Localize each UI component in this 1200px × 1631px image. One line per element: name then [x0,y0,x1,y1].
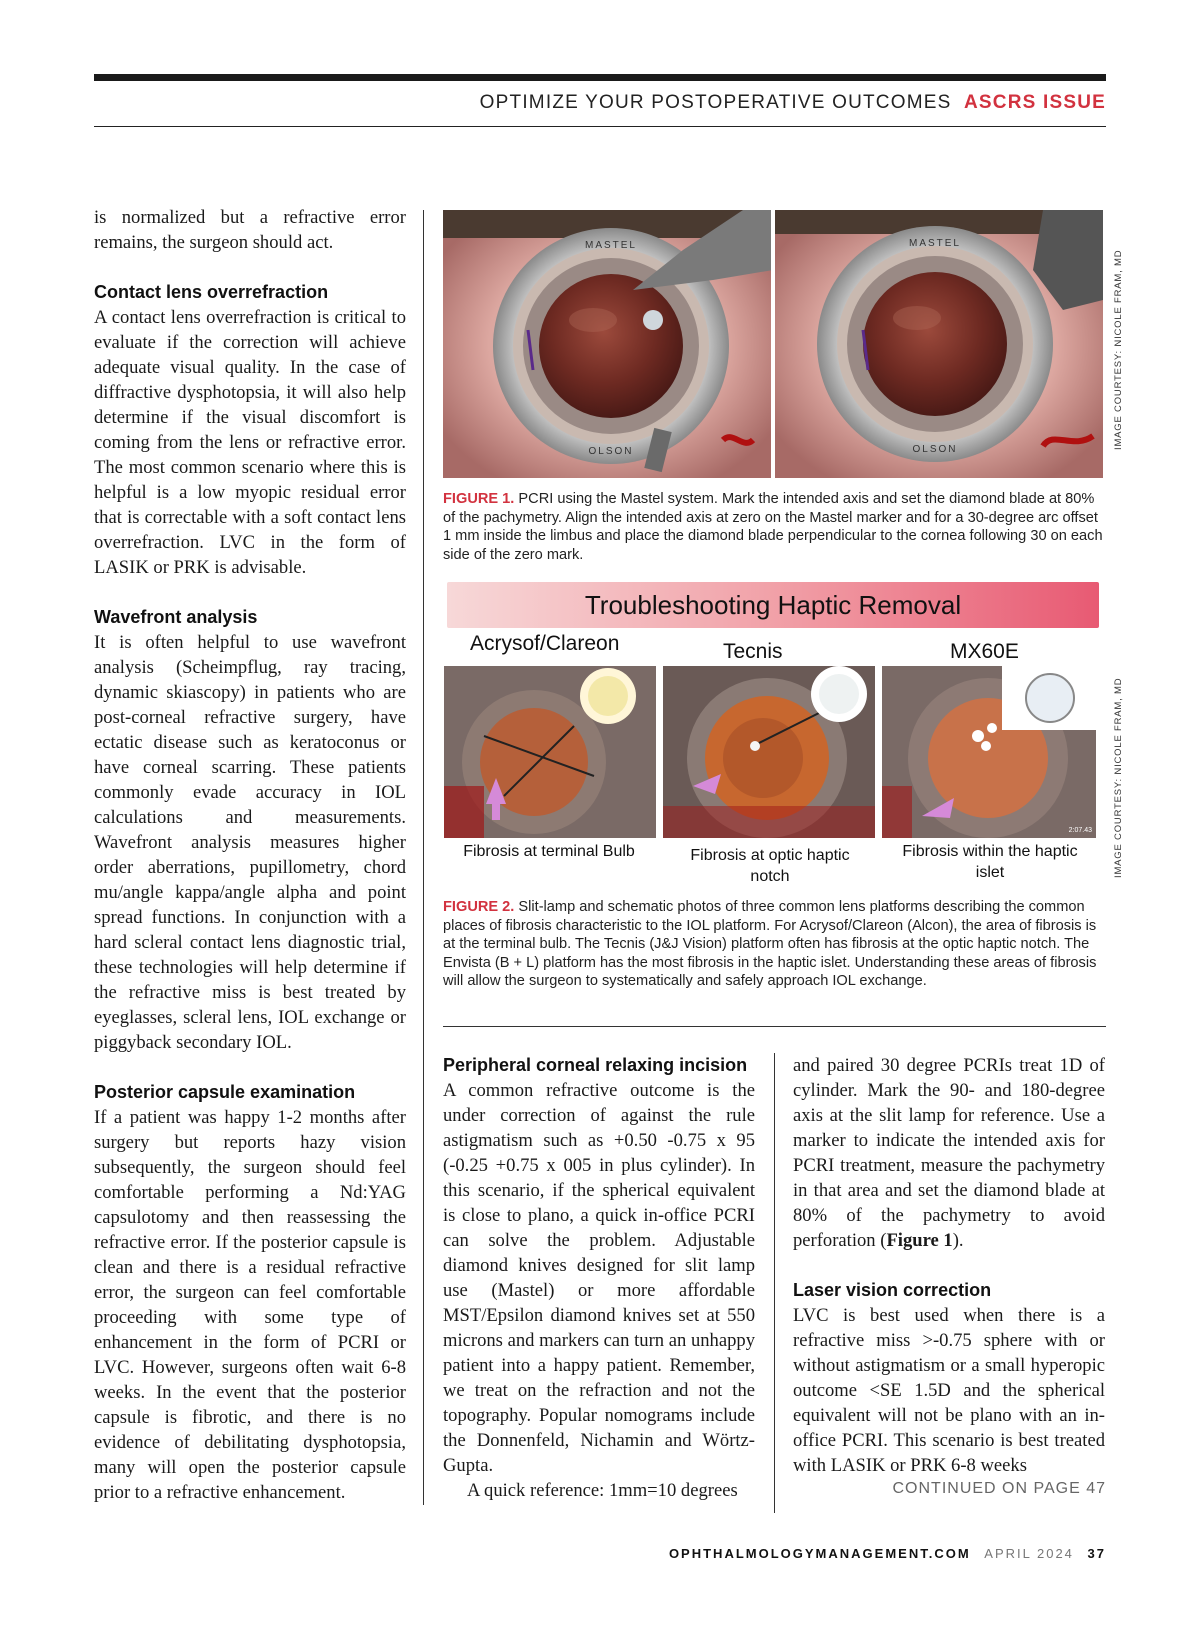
paragraph: A common refractive outcome is the under correction of against the rule astigmatism such as +0.50 -0.75 x 95 (-0.25 +0.75 x 005 in plus cylinder). In this scenario, if the spherical equivalent is close to plano, a quick in-office PCRI can solve the problem. Adjustable diamond knives designed for slit lamp use (Mastel) or more affordable MST/Epsilon diamond knives set at 550 microns and markers can turn an unhappy patient into a happy patient. Remember, we treat on the refraction and not the topography. Popular nomograms include the Donnenfeld, Nichamin and Wörtz-Gupta. [443,1080,755,1476]
ring-label-bottom: OLSON [588,446,634,457]
figure-bottom-rule [443,1026,1106,1027]
caption-text: PCRI using the Mastel system. Mark the intended axis and set the diamond blade at 80% of the pachymetry. Align the intended axis at zero on the Mastel marker and for a 30-degree arc offset 1 mm inside the limbus and place the diamond blade perpendicular to the cornea following 30 on each side of the zero mark. [443,491,1103,563]
paragraph: It is often helpful to use wavefront analysis (Scheimpflug, ray tracing, dynamic skiascopy) in patients who are post-corneal refractive surgery, have ectatic disease such as keratoconus or have corneal scarring. These patients commonly evade accuracy in IOL calculations and measurements. Wavefront analysis measures higher order aberrations, pupillometry, chord mu/angle kappa/angle alpha and point spread functions. In conjunction with a hard scleral contact lens diagnostic trial, these technologies will help determine if the refractive miss is best treated by eyeglasses, scleral lens, IOL exchange or piggyback secondary IOL. [94,632,406,1053]
running-header [480,92,1106,114]
header-rule [94,126,1106,127]
figure-1-photo [443,210,1103,478]
figure-label: FIGURE 2. [443,899,515,915]
figure-1-image [443,210,1103,478]
issue-label: ASCRS ISSUE [963,92,1106,113]
caption-text: Slit-lamp and schematic photos of three common lens platforms describing the common places of fibrosis characteristic to the IOL platform. For Acrysof/Clareon (Alcon), the area of fibrosis is at the terminal bulb. The Tecnis (J&J Vision) platform often has fibrosis at the optic haptic notch. The Envista (B + L) platform has the most fibrosis in the haptic islet. Understanding these areas of fibrosis will allow the surgeon to systematically and safely approach IOL exchange. [443,899,1097,989]
image-courtesy: IMAGE COURTESY: NICOLE FRAM, MD [1113,249,1124,450]
figure-2-caption [443,898,1103,991]
subheading: Wavefront analysis [94,607,258,627]
column-divider [774,1053,775,1513]
paragraph: A quick reference: 1mm=10 degrees [467,1480,738,1501]
figure-2-photo-acrysof [444,666,656,838]
panel-name: MX60E [950,640,1019,663]
footer-site: OPHTHALMOLOGYMANAGEMENT.COM [668,1546,971,1561]
figure-1-caption [443,490,1103,564]
paragraph: and paired 30 degree PCRIs treat 1D of cylinder. Mark the 90- and 180-degree axis at the slit lamp for reference. Use a marker to indicate the intended axis for PCRI treatment, measure the pachymetry in that area and set the diamond blade at 80% of the pachymetry to avoid perforation (Figure 1). [793,1055,1105,1251]
subheading: Contact lens overrefraction [94,282,329,302]
paragraph: LVC is best used when there is a refractive miss >-0.75 sphere with or without astigmatism or a small hyperopic outcome <SE 1.5D and the spherical equivalent will not be plano with an in-office PCRI. This scenario is best treated with LASIK or PRK 6-8 weeks [793,1305,1105,1476]
figure-2-title-banner [447,582,1099,628]
paragraph: is normalized but a refractive error remains, the surgeon should act. [94,207,406,253]
ring-label-top: MASTEL [584,240,638,251]
column-divider [423,210,424,1505]
video-timestamp: 2:07.43 [1068,827,1092,834]
ring-label-bottom: OLSON [912,444,958,455]
subheading: Posterior capsule examination [94,1082,356,1102]
paragraph: If a patient was happy 1-2 months after surgery but reports hazy vision subsequently, the surgeon should feel comfortable performing a Nd:YAG capsulotomy and then reassessing the refractive error. If the posterior capsule is clean and there is a residual refractive error, the surgeon can feel comfortable proceeding with some type of enhancement in the form of PCRI or LVC. However, surgeons often wait 6-8 weeks. In the event that the posterior capsule is fibrotic, and there is no evidence of debilitating dysphotopsia, many will open the posterior capsule prior to a refractive enhancement. [94,1107,406,1503]
page-footer [669,1546,1106,1561]
panel-caption: Fibrosis at terminal Bulb [463,843,635,860]
figure-2-title: Troubleshooting Haptic Removal [584,590,962,620]
figure-2-photo-mx60e [882,666,1096,838]
panel-name: Acrysof/Clareon [470,632,620,655]
page-number: 37 [1087,1546,1106,1561]
ring-label-top: MASTEL [908,238,962,249]
column-2 [443,1053,755,1503]
panel-caption: Fibrosis at optic haptic notch [690,847,850,885]
subheading: Peripheral corneal relaxing incision [443,1055,748,1075]
top-rule [94,74,1106,81]
panel-caption: Fibrosis within the haptic islet [902,843,1078,881]
panel-name: Tecnis [723,640,783,663]
subheading: Laser vision correction [793,1280,992,1300]
column-1 [94,205,406,1505]
paragraph: A contact lens overrefraction is critical to evaluate if the correction will achieve adequate visual quality. In the case of diffractive dysphotopsia, it will also help determine if the visual discomfort is coming from the lens or refractive error. The most common scenario where this is helpful is a low myopic residual error that is correctable with a soft contact lens overrefraction. LVC in the form of LASIK or PRK is advisable. [94,307,406,578]
footer-date: APRIL 2024 [984,1546,1074,1561]
figure-label: FIGURE 1. [443,491,515,507]
continued-notice: CONTINUED ON PAGE 47 [892,1480,1106,1497]
figure-reference: Figure 1 [886,1230,953,1251]
figure-2-photo-tecnis [663,666,875,838]
column-3 [793,1053,1105,1478]
section-title: OPTIMIZE YOUR POSTOPERATIVE OUTCOMES [479,92,952,113]
image-courtesy: IMAGE COURTESY: NICOLE FRAM, MD [1113,677,1124,878]
